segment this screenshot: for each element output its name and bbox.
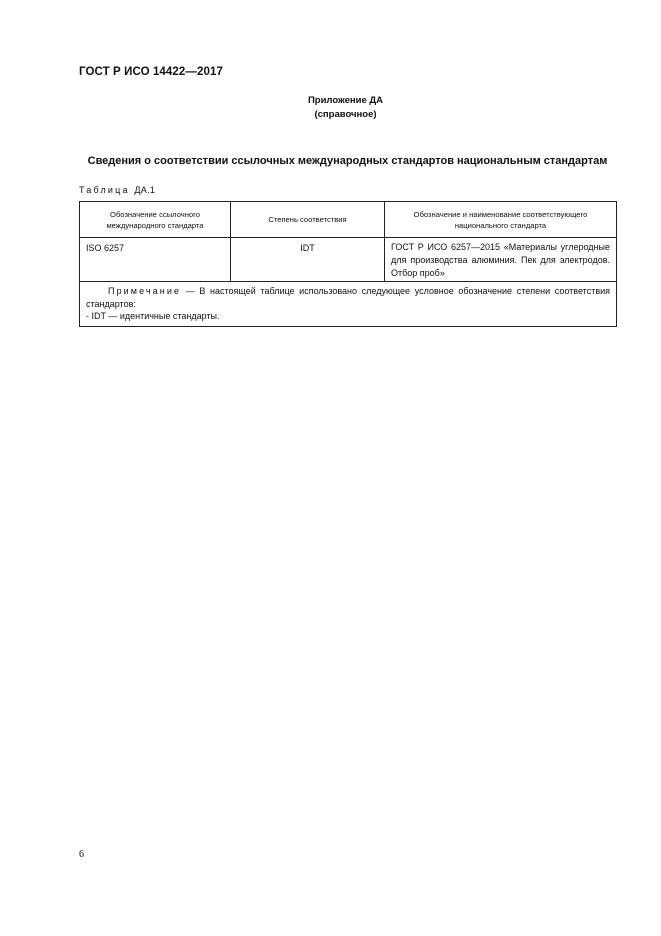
cell-international-standard: ISO 6257 [80, 238, 231, 282]
cell-degree-of-conformity: IDT [231, 238, 385, 282]
note-label: Примечание [108, 286, 182, 296]
section-title: Сведения о соответствии ссылочных международных стандартов национальным стандартам [87, 155, 608, 167]
table-caption-label: Таблица [79, 185, 130, 195]
table-caption-number: ДА.1 [134, 185, 156, 195]
note-item: - IDT — идентичные стандарты. [86, 311, 220, 321]
annex-title: Приложение ДА [307, 95, 384, 106]
table-note [80, 282, 617, 327]
header-international-standard: Обозначение ссылочного международного стандарта [80, 202, 231, 238]
table-row [80, 238, 617, 282]
table-note-row [80, 282, 617, 327]
header-national-standard: Обозначение и наименование соответствующего национального стандарта [385, 202, 617, 238]
cell-national-standard: ГОСТ Р ИСО 6257—2015 «Материалы углеродные для производства алюминия. Пек для электродов. Отбор проб» [385, 238, 617, 282]
table-header-row [80, 202, 617, 238]
table-caption [79, 185, 155, 195]
note-main-text [86, 285, 610, 310]
header-degree-of-conformity: Степень соответствия [231, 202, 385, 238]
document-code: ГОСТ Р ИСО 14422—2017 [79, 66, 224, 78]
annex-subtitle: (справочное) [314, 109, 377, 120]
conformity-table [79, 201, 617, 327]
annex-heading [0, 94, 661, 122]
note-text: — В настоящей таблице использовано следующее условное обозначение степени соответствия стандартов: [86, 286, 610, 309]
page-number: 6 [79, 849, 84, 860]
